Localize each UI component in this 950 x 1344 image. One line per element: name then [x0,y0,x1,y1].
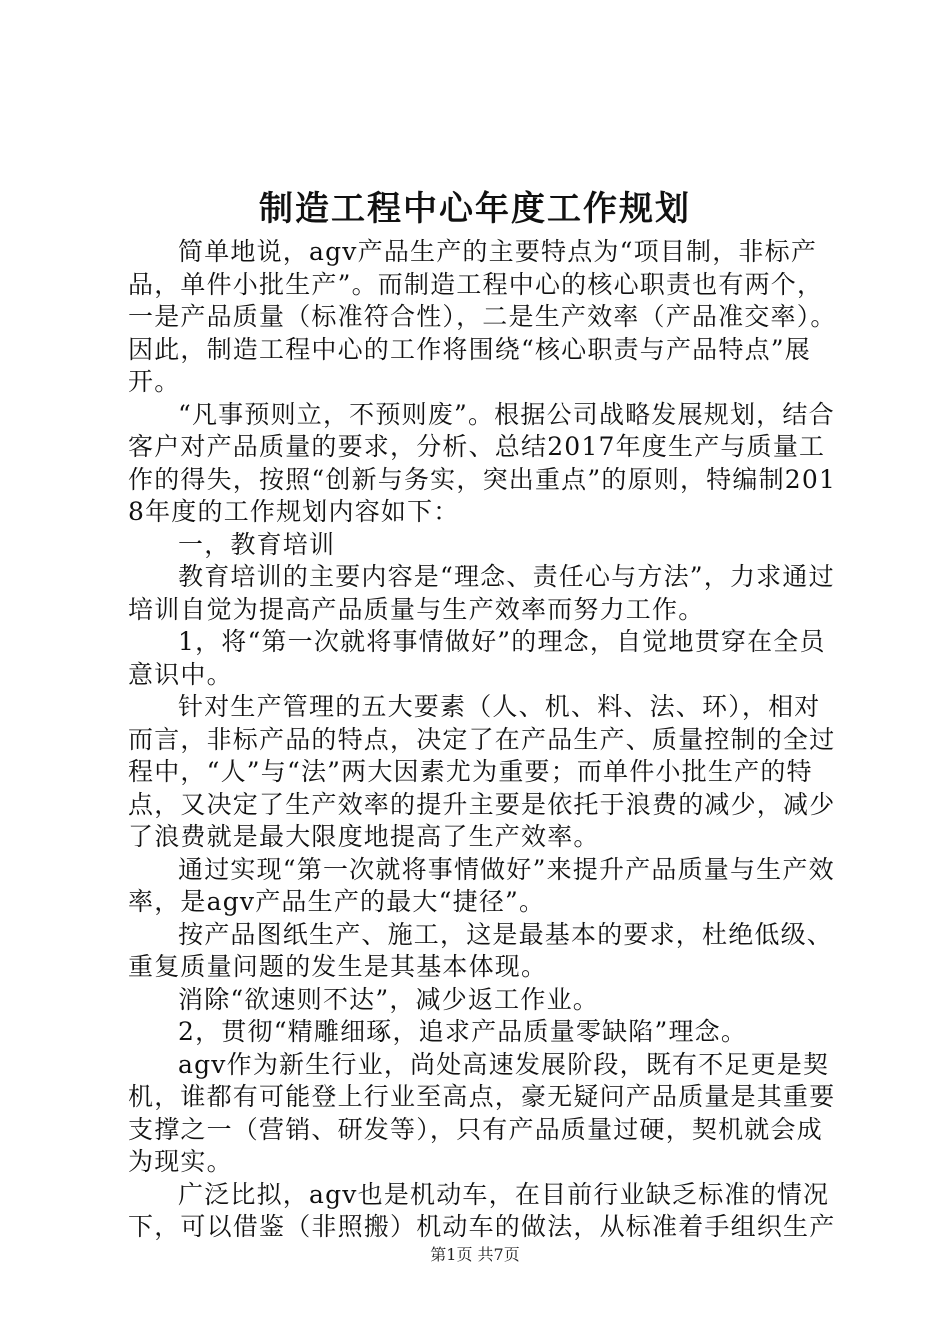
paragraph: 通过实现“第一次就将事情做好”来提升产品质量与生产效率，是agv产品生产的最大“捷径”。 [128,854,835,916]
paragraph: 广泛比拟，agv也是机动车，在目前行业缺乏标准的情况下，可以借鉴（非照搬）机动车的做法，从标准着手组织生产 [128,1179,836,1241]
document-title: 制造工程中心年度工作规划 [259,189,691,229]
paragraph: 按产品图纸生产、施工，这是最基本的要求，杜绝低级、重复质量问题的发生是其基本体现。 [128,919,834,981]
paragraph: 1，将“第一次就将事情做好”的理念，自觉地贯穿在全员意识中。 [128,627,826,689]
paragraph: 消除“欲速则不达”，减少返工作业。 [178,984,599,1014]
section-heading: 一，教育培训 [178,529,336,559]
page-number-footer: 第1页 共7页 [430,1245,520,1264]
paragraph: 简单地说，agv产品生产的主要特点为“项目制，非标产品，单件小批生产”。而制造工程中心的核心职责也有两个，一是产品质量（标准符合性），二是生产效率（产品准交率）。因此，制造工程中心的工作将围绕“核心职责与产品特点”展开。 [128,237,837,396]
paragraph: 针对生产管理的五大要素（人、机、料、法、环），相对而言，非标产品的特点，决定了在产品生产、质量控制的全过程中，“人”与“法”两大因素尤为重要；而单件小批生产的特点，又决定了生产效率的提升主要是依托于浪费的减少，减少了浪费就是最大限度地提高了生产效率。 [128,692,836,851]
paragraph: “凡事预则立，不预则废”。根据公司战略发展规划，结合客户对产品质量的要求，分析、总结2017年度生产与质量工作的得失，按照“创新与务实，突出重点”的原则，特编制2018年度的工作规划内容如下： [128,399,837,526]
document-body [128,236,844,1244]
paragraph: agv作为新生行业，尚处高速发展阶段，既有不足更是契机，谁都有可能登上行业至高点，豪无疑问产品质量是其重要支撑之一（营销、研发等），只有产品质量过硬，契机就会成为现实。 [128,1049,836,1176]
paragraph: 教育培训的主要内容是“理念、责任心与方法”，力求通过培训自觉为提高产品质量与生产效率而努力工作。 [128,562,835,624]
paragraph: 2，贯彻“精雕细琢，追求产品质量零缺陷”理念。 [178,1017,748,1046]
